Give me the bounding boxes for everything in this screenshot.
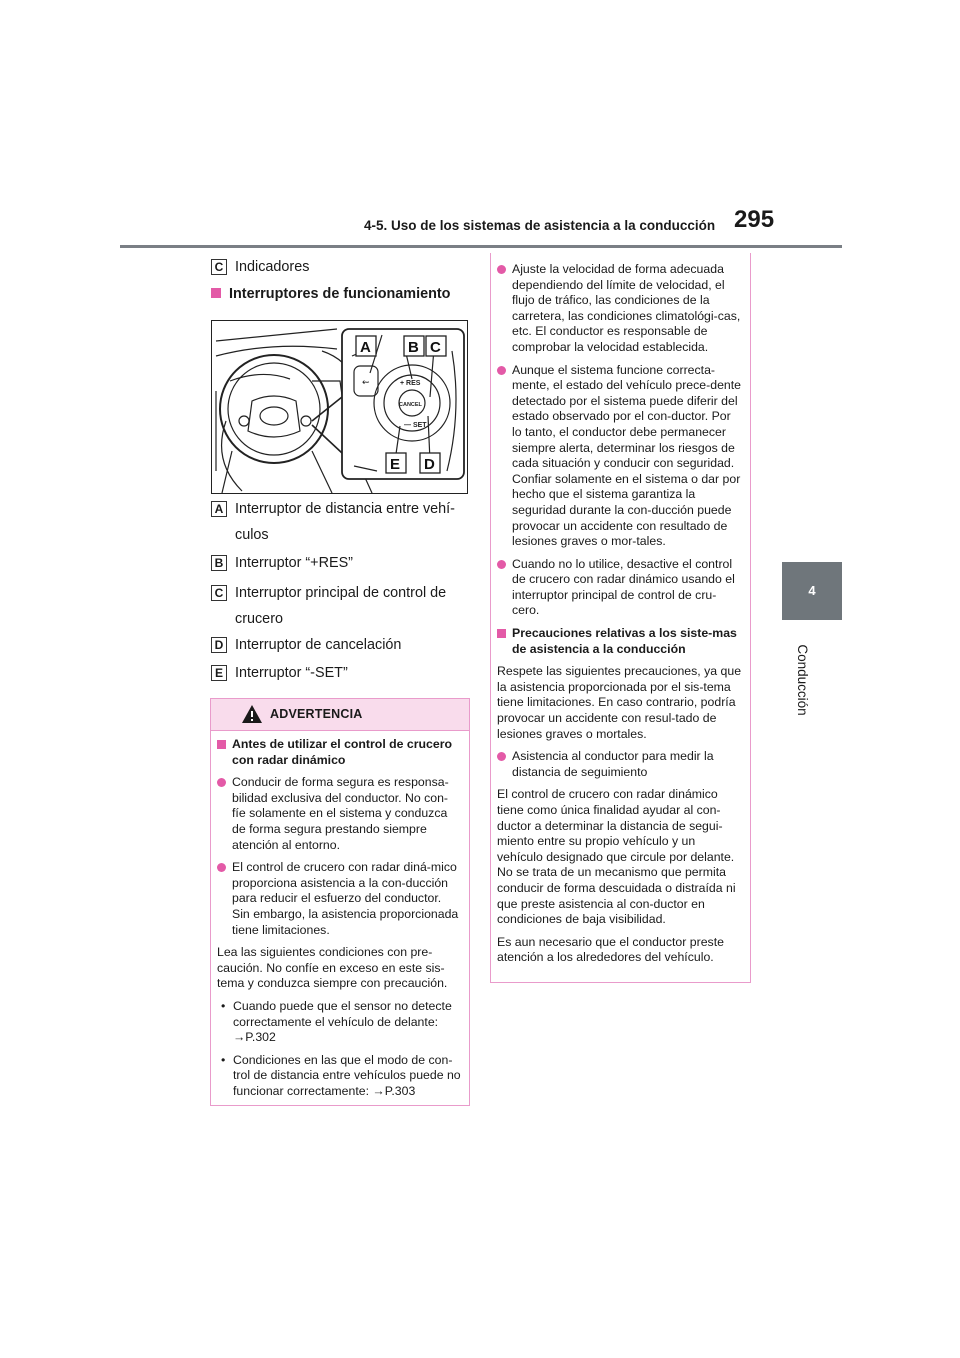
warning-sub-text: Cuando puede que el sensor no detecte correctamente el vehículo de delante: →P.302 [233,998,452,1045]
legend-text: Interruptor “-SET” [235,665,348,681]
precautions-paragraph: Respete las siguientes precauciones, ya que la asistencia proporcionada por el sis-tema tiene limitaciones. En caso contrario, podría provocar un accidente con resul-tado de lesiones graves o mortales. [497,664,742,741]
legend-item-c [211,580,446,632]
legend-text-cont: culos [235,527,269,543]
round-bullet-icon [497,366,506,375]
warning-bullet [497,363,742,550]
callout-badge: C [211,585,227,601]
legend-item-c-top [211,254,309,280]
legend-item-d [211,632,401,658]
warning-sub-item [217,1053,461,1100]
warning-paragraph: Lea las siguientes condiciones con pre-caución. No confíe en exceso en este sis-tema y conduzca siempre con precaución. [217,945,448,991]
warning-bullet [497,557,742,619]
chapter-tab-label: Conducción [795,644,810,716]
callout-badge: E [211,665,227,681]
callout-badge: D [211,637,227,653]
dot-bullet-icon: • [221,1052,226,1067]
set-label: — SET [404,422,427,429]
callout-c: C [430,339,441,356]
warning-bullet-text: Conducir de forma segura es responsa-bilidad exclusiva del conductor. No con-fíe solamente en el sistema y conduzca de forma segura prestando siempre atención al entorno. [232,775,449,852]
round-bullet-icon [497,560,506,569]
warning-heading-text: Antes de utilizar el control de crucero con radar dinámico [232,737,453,767]
warning-box-continued [490,253,751,983]
round-bullet-icon [217,863,226,872]
dot-bullet-icon: • [221,998,226,1013]
legend-text: Interruptor de distancia entre vehí- [235,501,455,517]
legend-text: Interruptor de cancelación [235,637,402,653]
header-divider [120,245,842,248]
callout-e: E [390,456,401,473]
callout-badge: B [211,555,227,571]
res-label: + RES [400,380,421,387]
warning-icon [241,704,263,724]
warning-bullet-text: Ajuste la velocidad de forma adecuada dependiendo del límite de velocidad, el flujo de tráfico, las condiciones de la carretera, las condiciones climatológi-cas, etc. El conductor es responsable de comprobar la velocidad establecida. [512,262,741,354]
precautions-heading [497,626,742,657]
cancel-label: CANCEL [399,402,422,408]
round-bullet-icon [497,265,506,274]
precautions-heading-text: Precauciones relativas a los siste-mas de asistencia a la conducción [512,626,737,656]
svg-text:⇜: ⇜ [362,377,370,387]
warning-bullet [217,860,461,938]
legend-text: Interruptor “+RES” [235,555,353,571]
warning-sub-text: Condiciones en las que el modo de con-trol de distancia entre vehículos puede no funcionar correctamente: →P.303 [233,1052,461,1098]
warning-title: ADVERTENCIA [270,707,363,721]
round-bullet-icon [497,752,506,761]
warning-bullet-text: Asistencia al conductor para medir la distancia de seguimiento [512,749,714,779]
warning-bullet [217,775,461,853]
warning-header [211,699,469,731]
legend-item-e [211,660,348,686]
square-bullet-icon [497,629,506,638]
warning-heading [217,737,461,768]
steering-wheel-illustration [212,321,467,493]
section-heading-text: Interruptores de funcionamiento [229,286,451,302]
legend-item-a [211,496,455,548]
callout-d: D [424,456,435,473]
warning-bullet-text: Cuando no lo utilice, desactive el control de crucero con radar dinámico usando el interruptor principal de control de cru-cero. [512,556,735,618]
legend-text: Indicadores [235,259,310,275]
round-bullet-icon [217,778,226,787]
callout-badge: A [211,501,227,517]
warning-box [210,698,470,1106]
square-bullet-icon [211,288,221,298]
legend-item-b [211,550,353,576]
legend-text: Interruptor principal de control de [235,585,447,601]
warning-bullet [497,749,742,780]
legend-text-cont: crucero [235,611,283,627]
attention-paragraph: Es aun necesario que el conductor preste atención a los alrededores del vehículo. [497,934,724,965]
chapter-tab: 4 [782,562,842,620]
callout-badge: C [211,259,227,275]
page-number: 295 [734,206,775,233]
section-heading [211,286,450,302]
callout-a: A [360,339,371,356]
callout-b: B [408,339,419,356]
warning-bullet-text: El control de crucero con radar diná-mico proporciona asistencia a la con-ducción para reducir el esfuerzo del conductor. Sin embargo, la asistencia proporcionada tiene limitaciones. [232,860,459,937]
steering-switch-figure [211,320,468,494]
section-title: 4-5. Uso de los sistemas de asistencia a la conducción [364,218,716,233]
square-bullet-icon [217,740,226,749]
distance-paragraph: El control de crucero con radar dinámico tiene como única finalidad ayudar al con-ductor a determinar la distancia de segui-miento entre su propio vehículo y un vehículo designado que circule por delante. No se trata de un mecanismo que permita conducir de forma descuidada o distraída ni que preste asistencia al con-ductor en condiciones de baja visibilidad. [497,787,736,927]
warning-bullet [497,262,742,356]
warning-bullet-text: Aunque el sistema funcione correcta-mente, el estado del vehículo prece-dente detectado por el sistema puede diferir del estado observado por el con-ductor. Por lo tanto, el conductor debe permanecer siempre alerta, determinar los riesgos de cada situación y conducir con seguridad. Confiar solamente en el sistema o dar por hecho que el sistema garantiza la seguridad durante la con-ducción puede provocar un accidente con resultado de lesiones graves o mor-tales. [512,362,742,549]
warning-sub-item [217,999,461,1046]
